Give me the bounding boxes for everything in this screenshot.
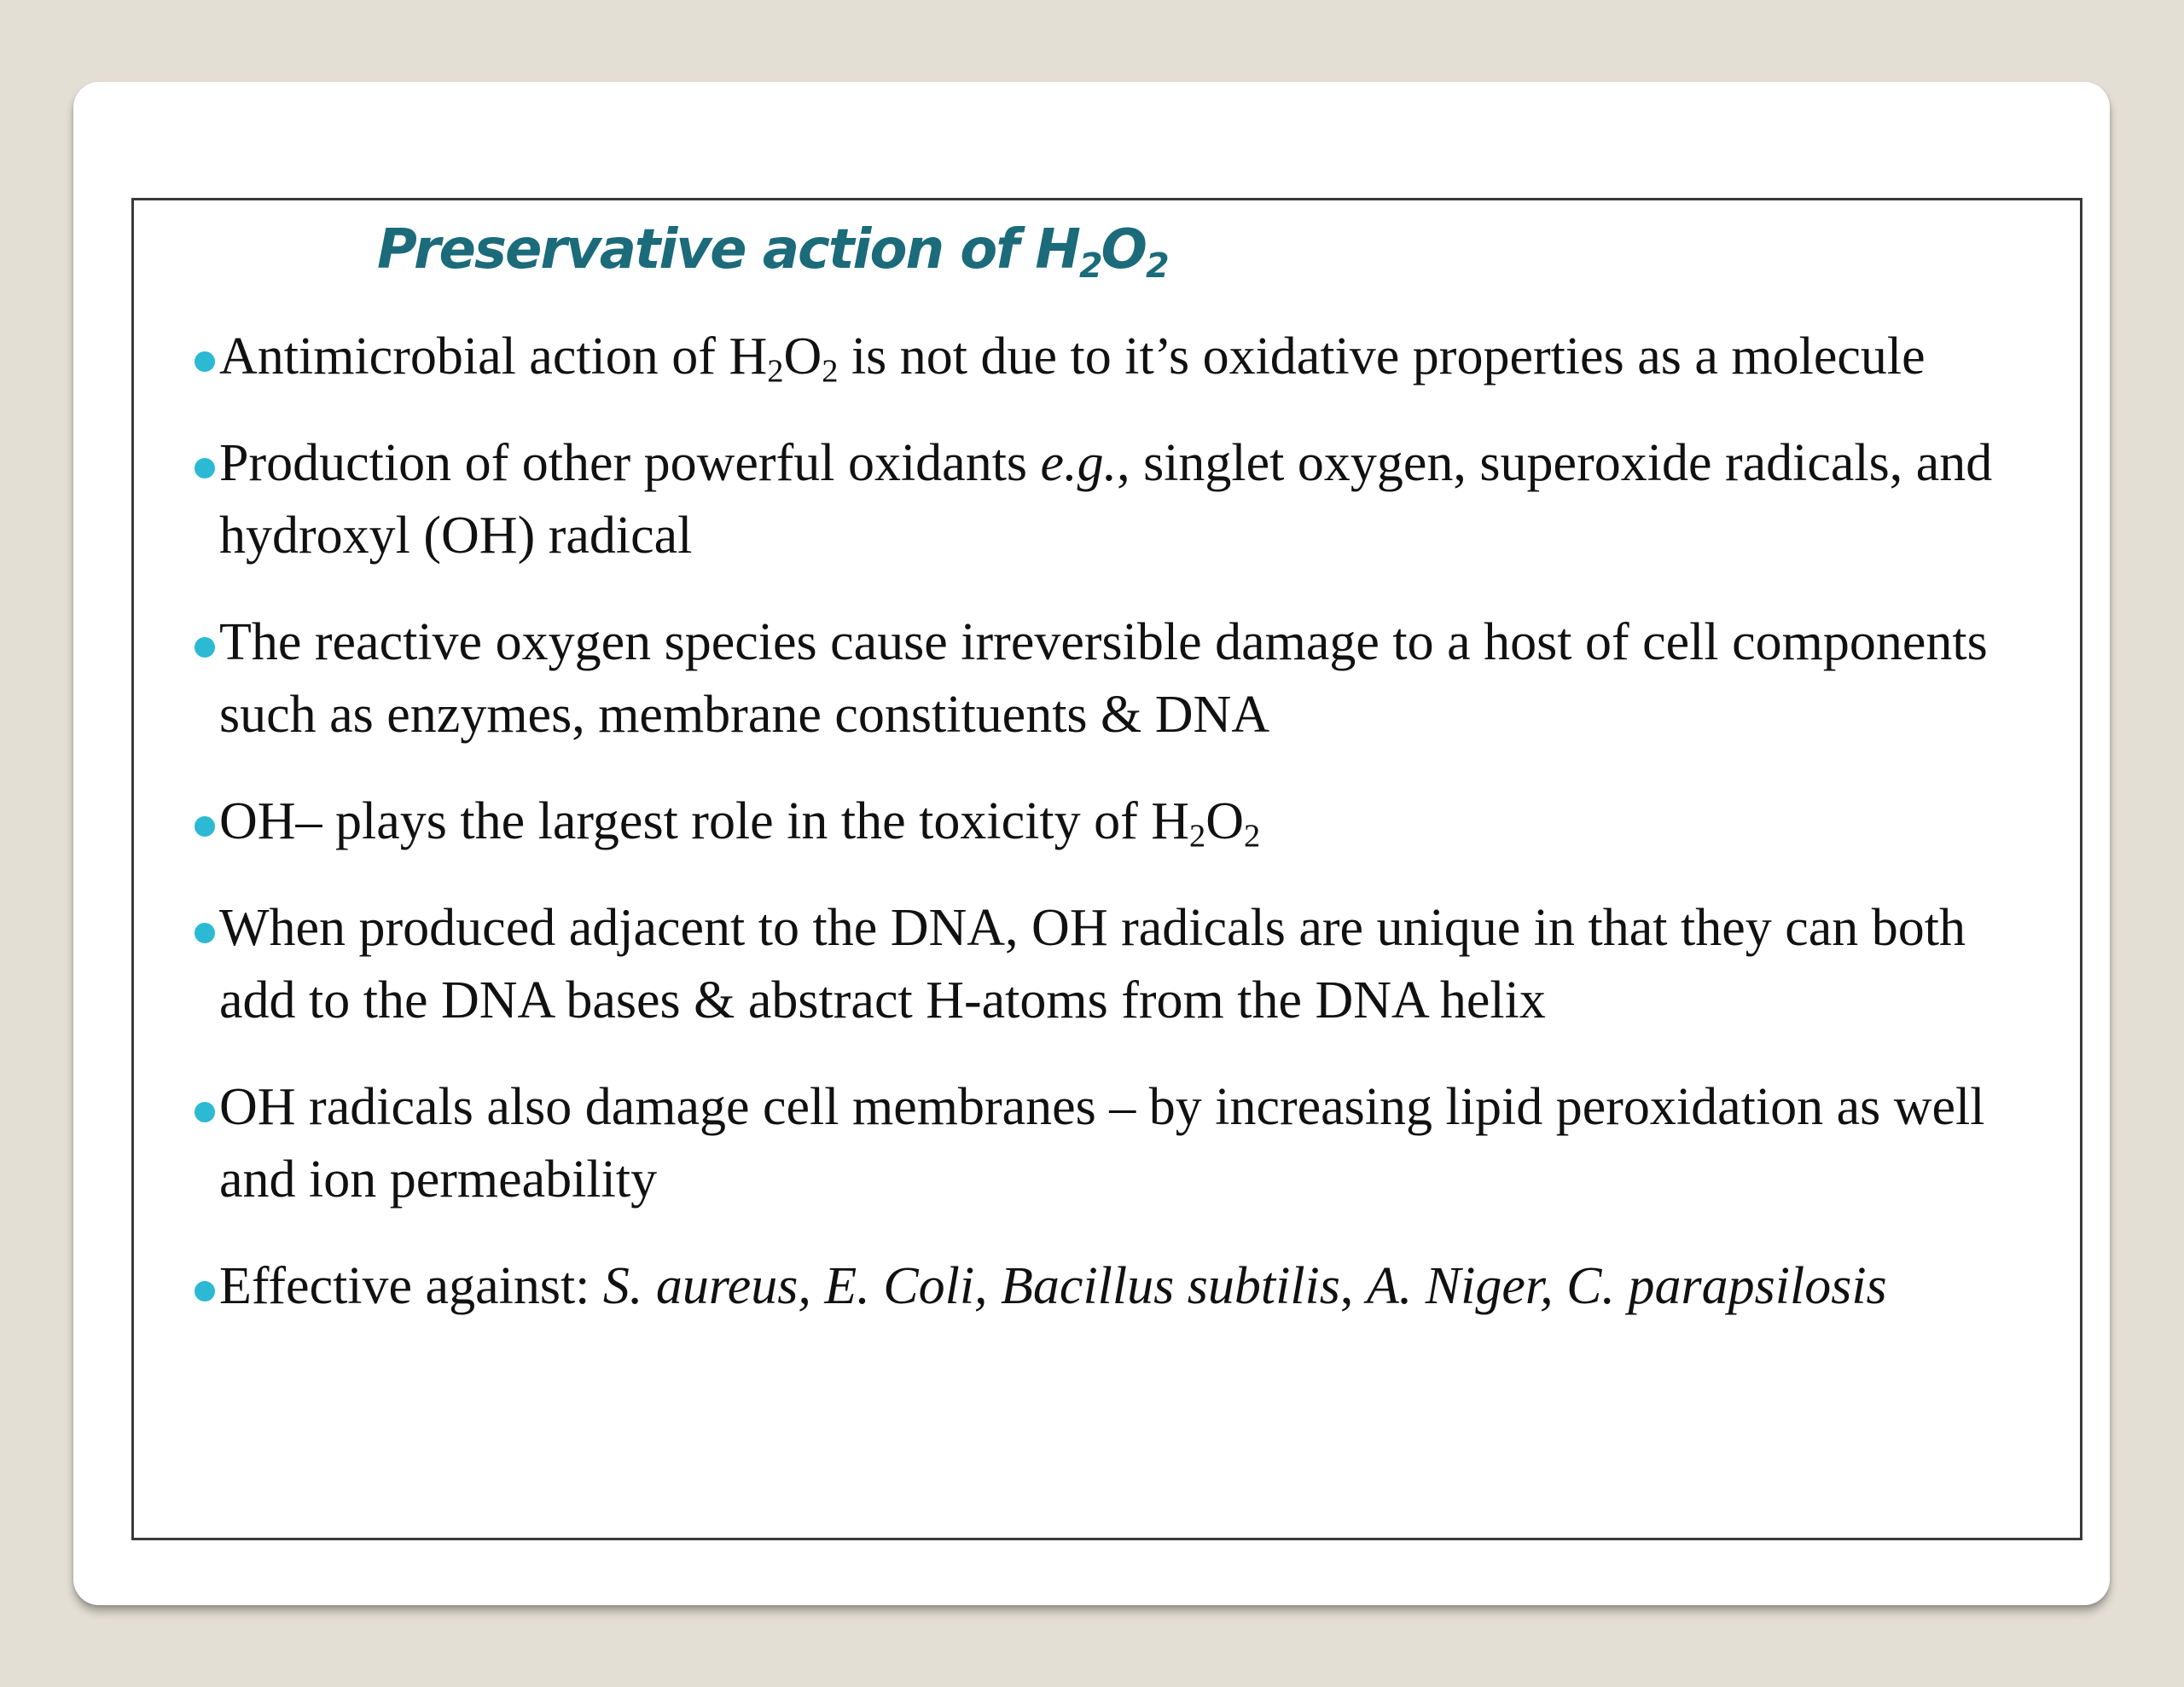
bullet-dot <box>195 816 215 837</box>
bullet-dot <box>195 1102 215 1122</box>
bullet-dot <box>195 351 215 372</box>
slide-title: Preservative action of $H_2O_2$ <box>377 218 1168 287</box>
bullet-dot <box>195 923 215 943</box>
bullet-reactive-oxygen-damage: The reactive oxygen species cause irreversible damage to a host of cell components such as enzymes, membrane constituents & DNA <box>192 606 2026 751</box>
bullet-membrane-damage: OH radicals also damage cell membranes – by increasing lipid peroxidation as well and ion permeability <box>192 1071 2026 1216</box>
bullet-dna-damage: When produced adjacent to the DNA, OH radicals are unique in that they can both add to the DNA bases & abstract H-atoms from the DNA helix <box>192 892 2026 1037</box>
bullet-dot <box>195 637 215 658</box>
bullet-list <box>192 321 2026 1357</box>
bullet-oh-toxicity: OH– plays the largest role in the toxicity of $H_2O_2$ <box>192 786 2026 858</box>
bullet-dot <box>195 1281 215 1301</box>
bullet-effective-against: Effective against: S. aureus, E. Coli, Bacillus subtilis, A. Niger, C. parapsilosis <box>192 1250 2026 1323</box>
bullet-dot <box>195 458 215 478</box>
bullet-oxidant-production: Production of other powerful oxidants e.g., singlet oxygen, superoxide radicals, and hydroxyl (OH) radical <box>192 427 2026 572</box>
bullet-antimicrobial-action: Antimicrobial action of $H_2O_2$ is not due to it’s oxidative properties as a molecule <box>192 321 2026 393</box>
